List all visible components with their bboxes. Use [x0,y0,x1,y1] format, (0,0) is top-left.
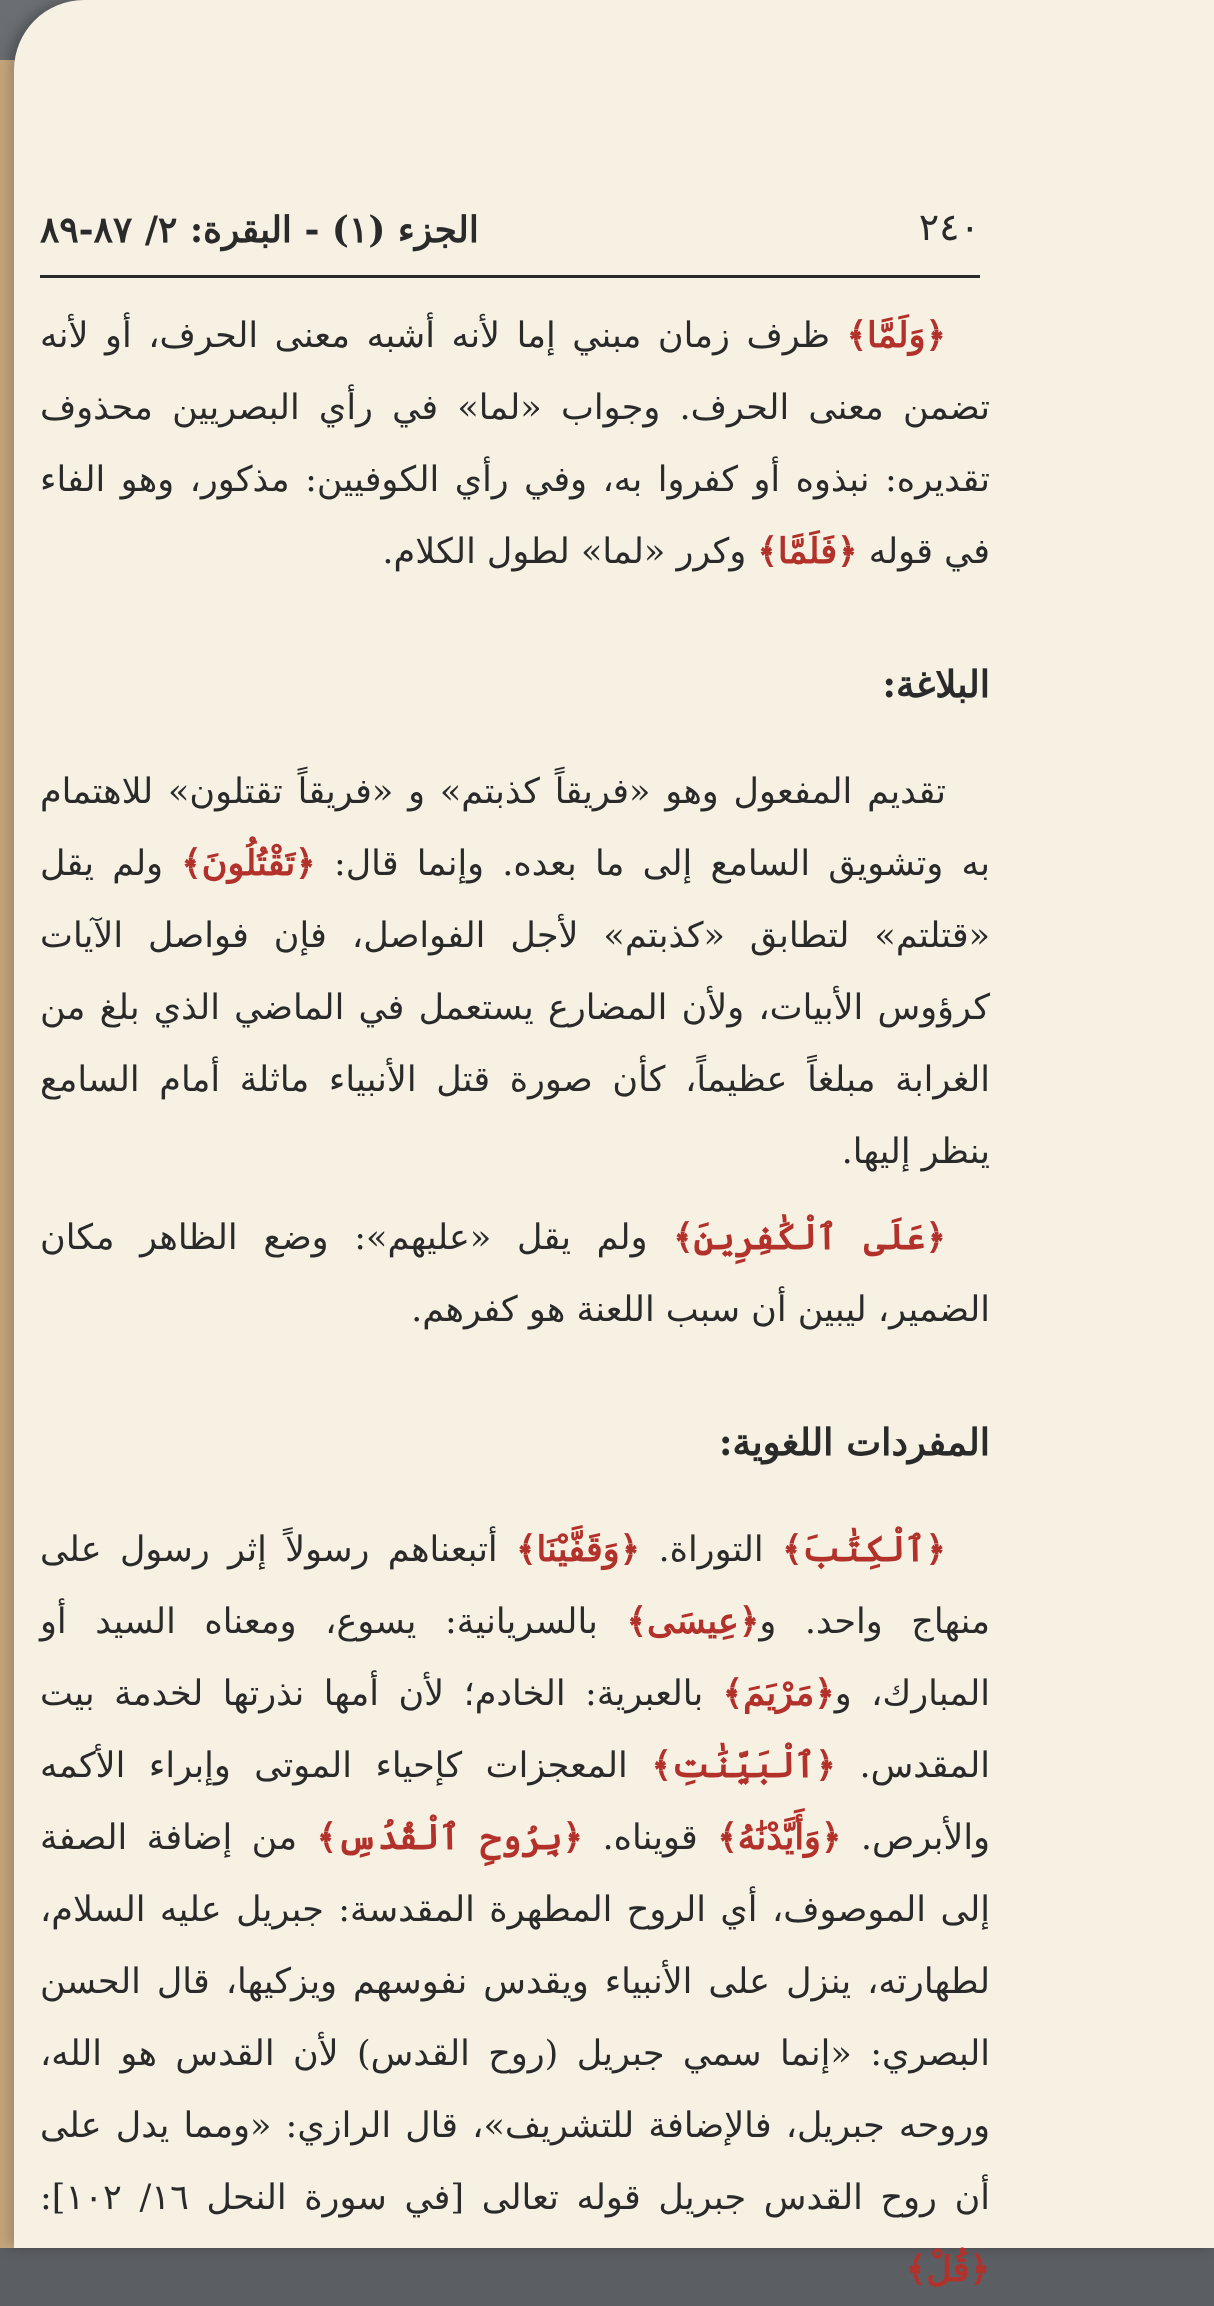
page-header [40,195,980,285]
text-run: قويناه. [583,1818,718,1858]
spacer [40,720,990,756]
text-run: ولم يقل «عليهم»: وضع الظاهر مكان الضمير، ليبين أن سبب اللعنة هو كفرهم. [40,1218,990,1330]
text-run: بالسريانية: يسوع، ومعناه السيد أو المبارك، و [40,1602,991,1714]
quran-term: ﴿عِيسَى﴾ [626,1601,760,1642]
quran-term: ﴿وَلَمَّا﴾ [846,315,946,356]
quran-term: ﴿ٱلْكِتَٰبَ﴾ [781,1529,946,1570]
heading-mufradat: المفردات اللغوية: [718,1420,990,1464]
text-run: المعجزات كإحياء الموتى وإبراء الأكمه والأبرص. [40,1746,990,1858]
quran-term: ﴿عَلَى ٱلْكَٰفِرِينَ﴾ [673,1217,946,1258]
heading-balagha: البلاغة: [882,662,990,706]
quran-term: ﴿ٱلْبَيِّنَٰتِ﴾ [651,1745,836,1786]
text-run: التوراة. [640,1530,782,1570]
quran-term: ﴿وَقَفَّيْنَا﴾ [516,1529,641,1570]
page-body [40,300,990,2306]
quran-term: ﴿فَلَمَّا﴾ [757,531,858,572]
text-run: تقديم المفعول وهو «فريقاً كذبتم» و «فريقاً تقتلون» للاهتمام به وتشويق السامع إلى ما بعده. وإنما قال: [40,772,990,884]
text-run: ولم يقل «قتلتم» لتطابق «كذبتم» لأجل الفواصل، فإن فواصل الآيات كرؤوس الأبيات، ولأن المضارع يستعمل في الماضي الذي بلغ من الغرابة مبلغاً عظيماً، كأن صورة قتل الأنبياء ماثلة أمام السامع ينظر إليها. [40,844,990,1172]
running-head: الجزء (١) - البقرة: ٢/ ٨٧-٨٩ [40,209,479,251]
quran-term: ﴿مَرْيَمَ﴾ [722,1673,835,1714]
spacer [40,588,990,648]
text-run: من إضافة الصفة إلى الموصوف، أي الروح المطهرة المقدسة: جبريل عليه السلام، لطهارته، ينزل على الأنبياء ويقدس نفوسهم ويزكيها، قال الحسن البصري: «إنما سمي جبريل (روح القدس) لأن القدس هو الله، وروحه جبريل، فالإضافة للتشريف»، قال الرازي: «ومما يدل على أن روح القدس جبريل قوله تعالى [في سورة النحل ١٦/ ١٠٢]: [40,1818,990,2218]
page-number: ٢٤٠ [918,205,980,249]
text-run: وكرر «لما» لطول الكلام. [382,532,758,572]
text-run: ظرف زمان مبني إما لأنه أشبه معنى الحرف، أو لأنه تضمن معنى الحرف. وجواب «لما» في رأي البصريين محذوف تقديره: نبذوه أو كفروا به، وفي رأي الكوفيين: مذكور، وهو الفاء في قوله [40,316,990,572]
text-run: أتبعناهم رسولاً إثر رسول على منهاج واحد. و [40,1530,990,1642]
spacer [40,1478,990,1514]
paragraph-balagha-2 [40,1202,990,1346]
quran-term: ﴿تَقْتُلُونَ﴾ [181,843,316,884]
paragraph-balagha-1 [40,756,990,1188]
text-run: بالعبرية: الخادم؛ لأن أمها نذرتها لخدمة بيت المقدس. [40,1674,990,1786]
spacer [40,1188,990,1202]
quran-term: ﴿قُلْ﴾ [905,2249,990,2290]
paragraph-mufradat [40,1514,990,2306]
header-rule [40,275,980,278]
spacer [40,1346,990,1406]
quran-term: ﴿وَأَيَّدْنَٰهُ﴾ [717,1817,842,1858]
paragraph-lamma [40,300,990,588]
quran-term: ﴿بِرُوحِ ٱلْقُدُسِ﴾ [316,1817,584,1858]
